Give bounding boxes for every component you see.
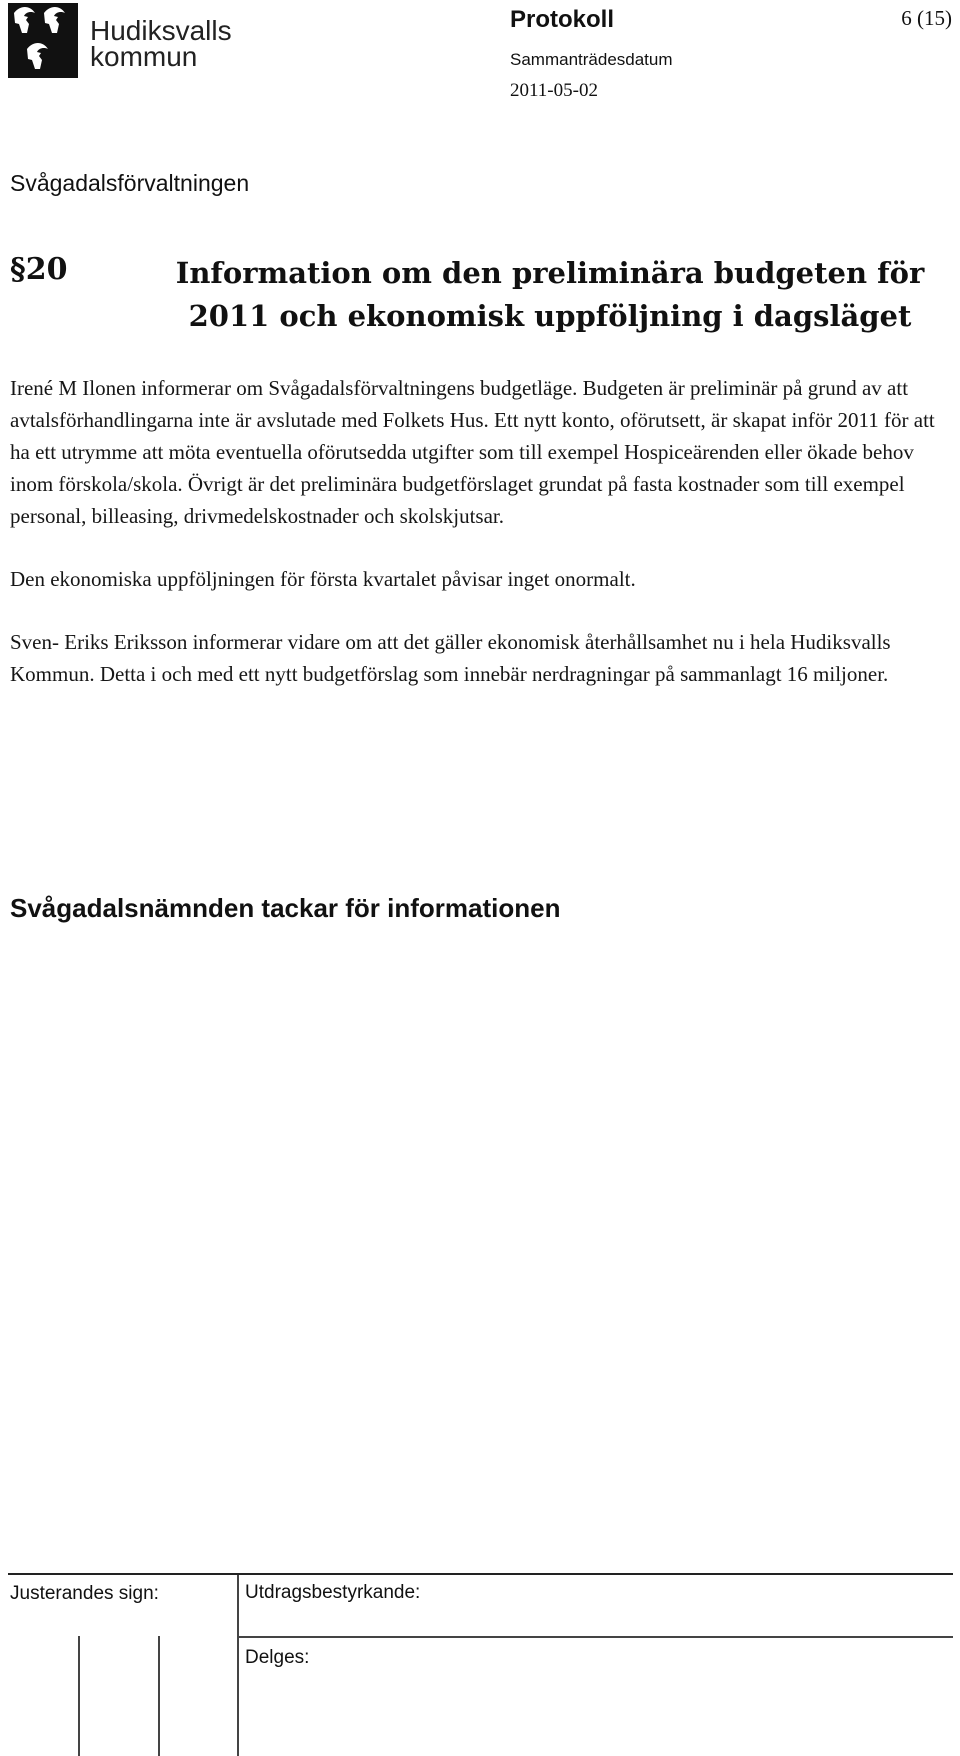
meeting-date-label: Sammanträdesdatum [510, 50, 673, 69]
signature-box-divider [237, 1575, 239, 1756]
paragraph-budget-status: Irené M Ilonen informerar om Svågadalsförvaltningens budgetläge. Budgeten är preliminär på grund av att avtalsförhandlingarna inte är avslutade med Folkets Hus. Ett nytt konto, oförutsett, är skapat inför 2011 för att ha ett utrymme att möta eventuella oförutsedda utgifter som till exempel Hospiceärenden eller ökade behov inom förskola/skola. Övrigt är det preliminära budgetförslaget grundat på fasta kostnader som till exempel personal, billeasing, drivmedelskostnader och skolskjutsar. [10, 376, 935, 528]
page-number: 6 (15) [901, 6, 952, 30]
section-title-line1: Information om den preliminära budgeten för [175, 256, 925, 290]
meeting-date: 2011-05-02 [510, 80, 598, 101]
signature-box-divider [158, 1636, 160, 1756]
delivered-to-label: Delges: [245, 1647, 310, 1668]
municipality-name-line1: Hudiksvalls [90, 15, 232, 46]
section-number: §20 [10, 252, 68, 287]
extract-certification-label: Utdragsbestyrkande: [245, 1582, 421, 1603]
closing-statement: Svågadalsnämnden tackar för informationen [10, 893, 561, 923]
paragraph-economic-restraint: Sven- Eriks Eriksson informerar vidare om att det gäller ekonomisk återhållsamhet nu i hela Hudiksvalls Kommun. Detta i och med ett nytt budgetförslag som innebär nerdragningar på sammanlagt 16 miljoner. [10, 630, 891, 686]
section-title-line2: 2011 och ekonomisk uppföljning i dagsläget [188, 299, 912, 333]
signature-footer [8, 1573, 953, 1756]
document-type: Protokoll [510, 6, 615, 33]
municipality-name [90, 15, 232, 72]
section-title [150, 252, 950, 338]
minutes-body [10, 372, 955, 721]
municipality-name-line2: kommun [90, 41, 198, 72]
footer-horizontal-divider [237, 1636, 953, 1638]
signature-box-divider [78, 1636, 80, 1756]
department-name: Svågadalsförvaltningen [10, 170, 250, 196]
municipality-logo-icon [8, 3, 78, 78]
signature-label: Justerandes sign: [10, 1583, 159, 1604]
paragraph-quarterly-followup: Den ekonomiska uppföljningen för första kvartalet påvisar inget onormalt. [10, 567, 636, 591]
